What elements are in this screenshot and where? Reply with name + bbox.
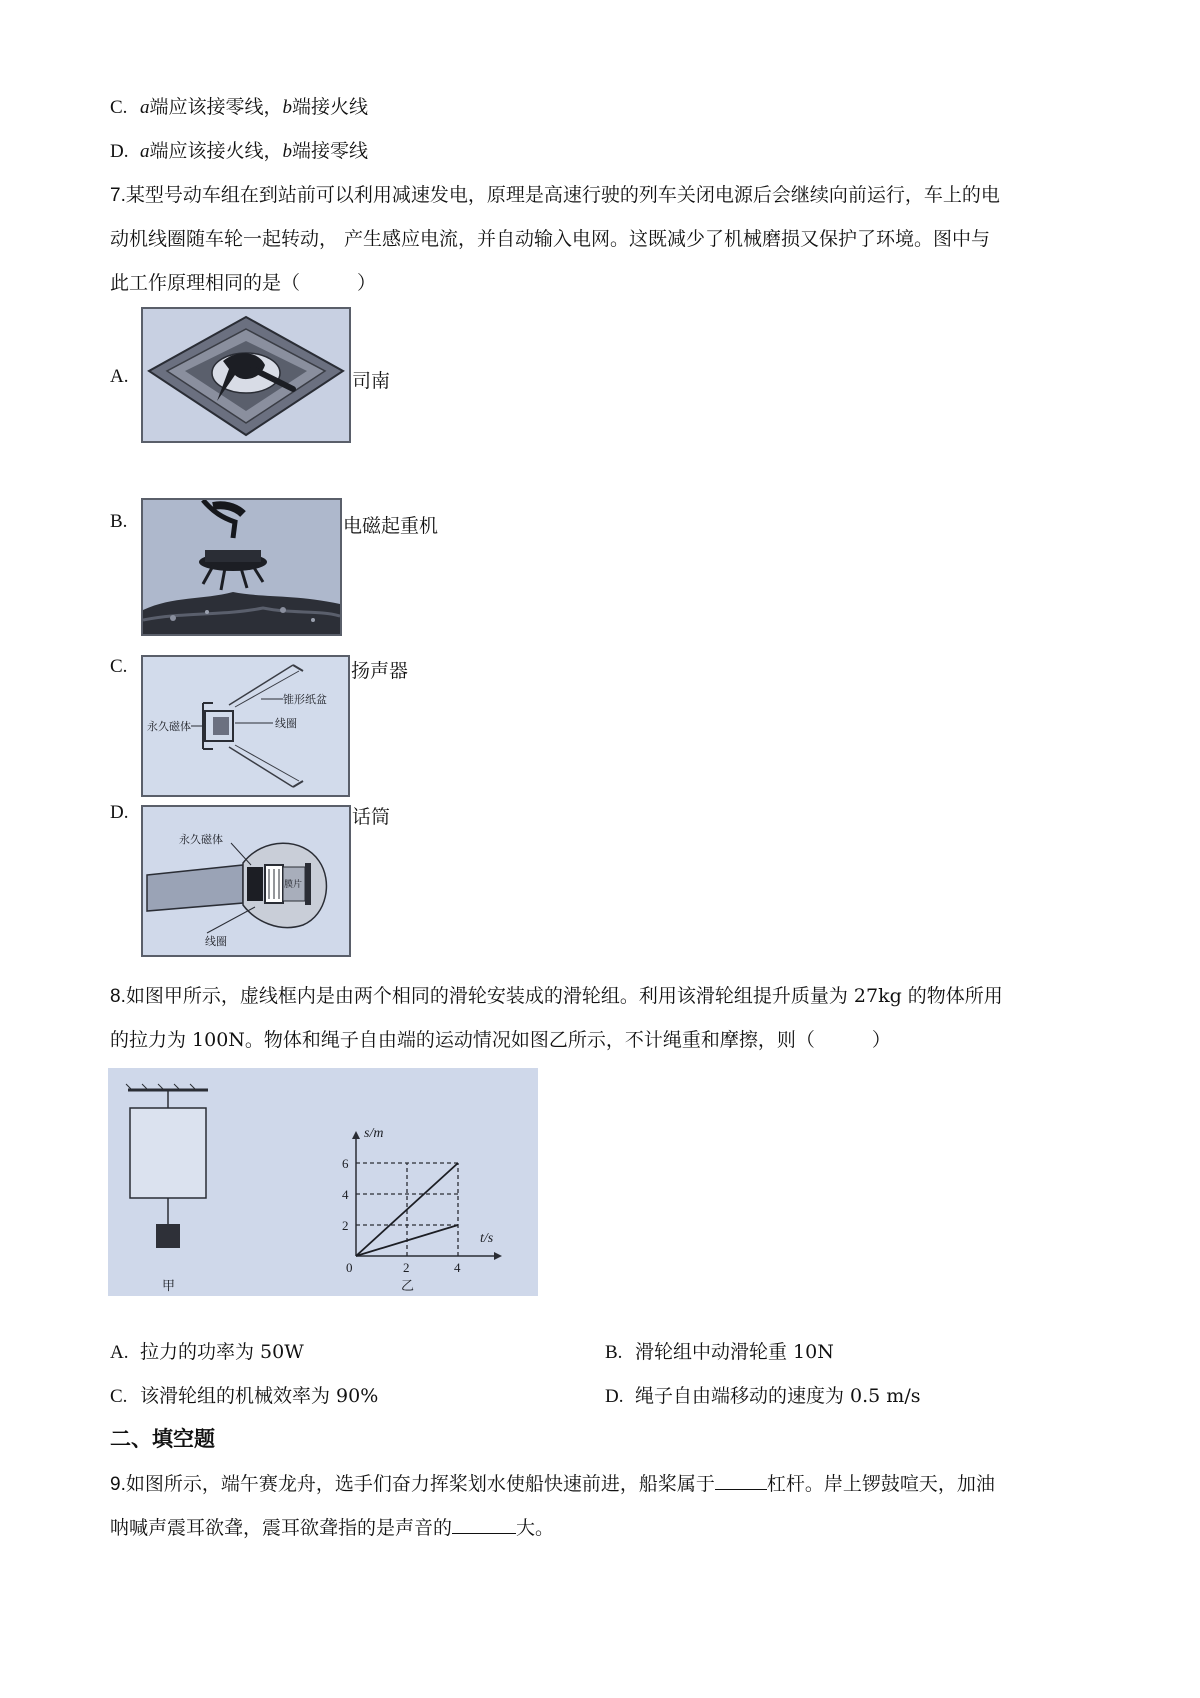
speaker-label-cone: 锥形纸盆 (283, 693, 327, 706)
q7-stem-line-2: 动机线圈随车轮一起转动， 产生感应电流，并自动输入电网。这既减少了机械磨损又保护了环境。图中与 (110, 228, 991, 250)
q7-option-c-image (141, 655, 350, 797)
mic-label-coil: 线圈 (205, 935, 227, 948)
q8-option-d: D. 绳子自由端移动的速度为 0.5 m/s (605, 1385, 921, 1407)
q8-figure (108, 1068, 538, 1296)
speaker-label-coil: 线圈 (275, 717, 297, 730)
pulley-diagram (126, 1084, 208, 1294)
q7-stem-line-3: 此工作原理相同的是（ ） (110, 272, 377, 294)
q7-option-d-image (141, 805, 351, 957)
q8-option-a: A. 拉力的功率为 50W (110, 1341, 304, 1363)
q8-stem-line-1: 8.如图甲所示，虚线框内是由两个相同的滑轮安装成的滑轮组。利用该滑轮组提升质量为 27kg 的物体所用 (110, 985, 1003, 1007)
speaker-label-magnet: 永久磁体 (147, 720, 191, 733)
electromagnetic-crane-icon (143, 500, 340, 634)
st-graph (342, 1126, 502, 1294)
series-line-2 (356, 1225, 458, 1256)
q7-option-b-caption: 电磁起重机 (343, 515, 439, 537)
x-axis-arrow (494, 1252, 502, 1260)
q7-option-d-caption: 话筒 (352, 806, 391, 828)
q7-option-a-caption: 司南 (352, 370, 391, 392)
x-tick-label-0: 0 (346, 1260, 353, 1275)
q8-option-b: B. 滑轮组中动滑轮重 10N (605, 1341, 834, 1363)
q7-option-c-letter: C. (110, 656, 128, 677)
x-tick-label-4: 4 (454, 1260, 461, 1275)
loudspeaker-icon (143, 657, 348, 795)
q7-option-b-image (141, 498, 342, 636)
q6-option-d: D. a端应该接火线，b端接零线 (110, 140, 369, 162)
q9-stem-line-2: 呐喊声震耳欲聋，震耳欲聋指的是声音的 大。 (110, 1517, 555, 1539)
y-tick-label-4: 4 (342, 1187, 349, 1202)
q9-blank-1[interactable] (715, 1471, 767, 1490)
q8-figure-svg (108, 1068, 538, 1296)
q7-option-c-caption: 扬声器 (351, 660, 409, 682)
x-axis-label: t/s (480, 1231, 494, 1246)
q7-option-a-letter: A. (110, 366, 129, 387)
q6-option-c: C. a端应该接零线，b端接火线 (110, 96, 369, 118)
microphone-icon (143, 807, 349, 955)
q7-option-d-letter: D. (110, 802, 129, 823)
q7-option-a-image (141, 307, 351, 443)
q9-blank-2[interactable] (452, 1515, 516, 1534)
y-axis-arrow (352, 1131, 360, 1139)
y-tick-label-6: 6 (342, 1156, 349, 1171)
q9-stem-line-1: 9.如图所示，端午赛龙舟，选手们奋力挥桨划水使船快速前进，船桨属于 杠杆。岸上锣鼓喧天，加油 (110, 1473, 995, 1495)
q8-option-c: C. 该滑轮组的机械效率为 90% (110, 1385, 379, 1407)
q7-stem-line-1: 7.某型号动车组在到站前可以利用减速发电，原理是高速行驶的列车关闭电源后会继续向前运行，车上的电 (110, 184, 1000, 206)
figure-label-jia: 甲 (162, 1279, 176, 1294)
mic-label-diaphragm: 膜片 (284, 880, 303, 890)
x-tick-label-2: 2 (403, 1260, 410, 1275)
figure-label-yi: 乙 (401, 1279, 415, 1294)
y-axis-label: s/m (364, 1126, 384, 1141)
q8-stem-line-2: 的拉力为 100N。物体和绳子自由端的运动情况如图乙所示，不计绳重和摩擦，则（ ） (110, 1029, 891, 1051)
y-tick-label-2: 2 (342, 1218, 349, 1233)
q7-option-b-letter: B. (110, 511, 128, 532)
mic-label-magnet: 永久磁体 (179, 833, 223, 846)
sinan-compass-icon (143, 309, 349, 441)
section-heading-fill-in: 二、填空题 (110, 1427, 215, 1451)
